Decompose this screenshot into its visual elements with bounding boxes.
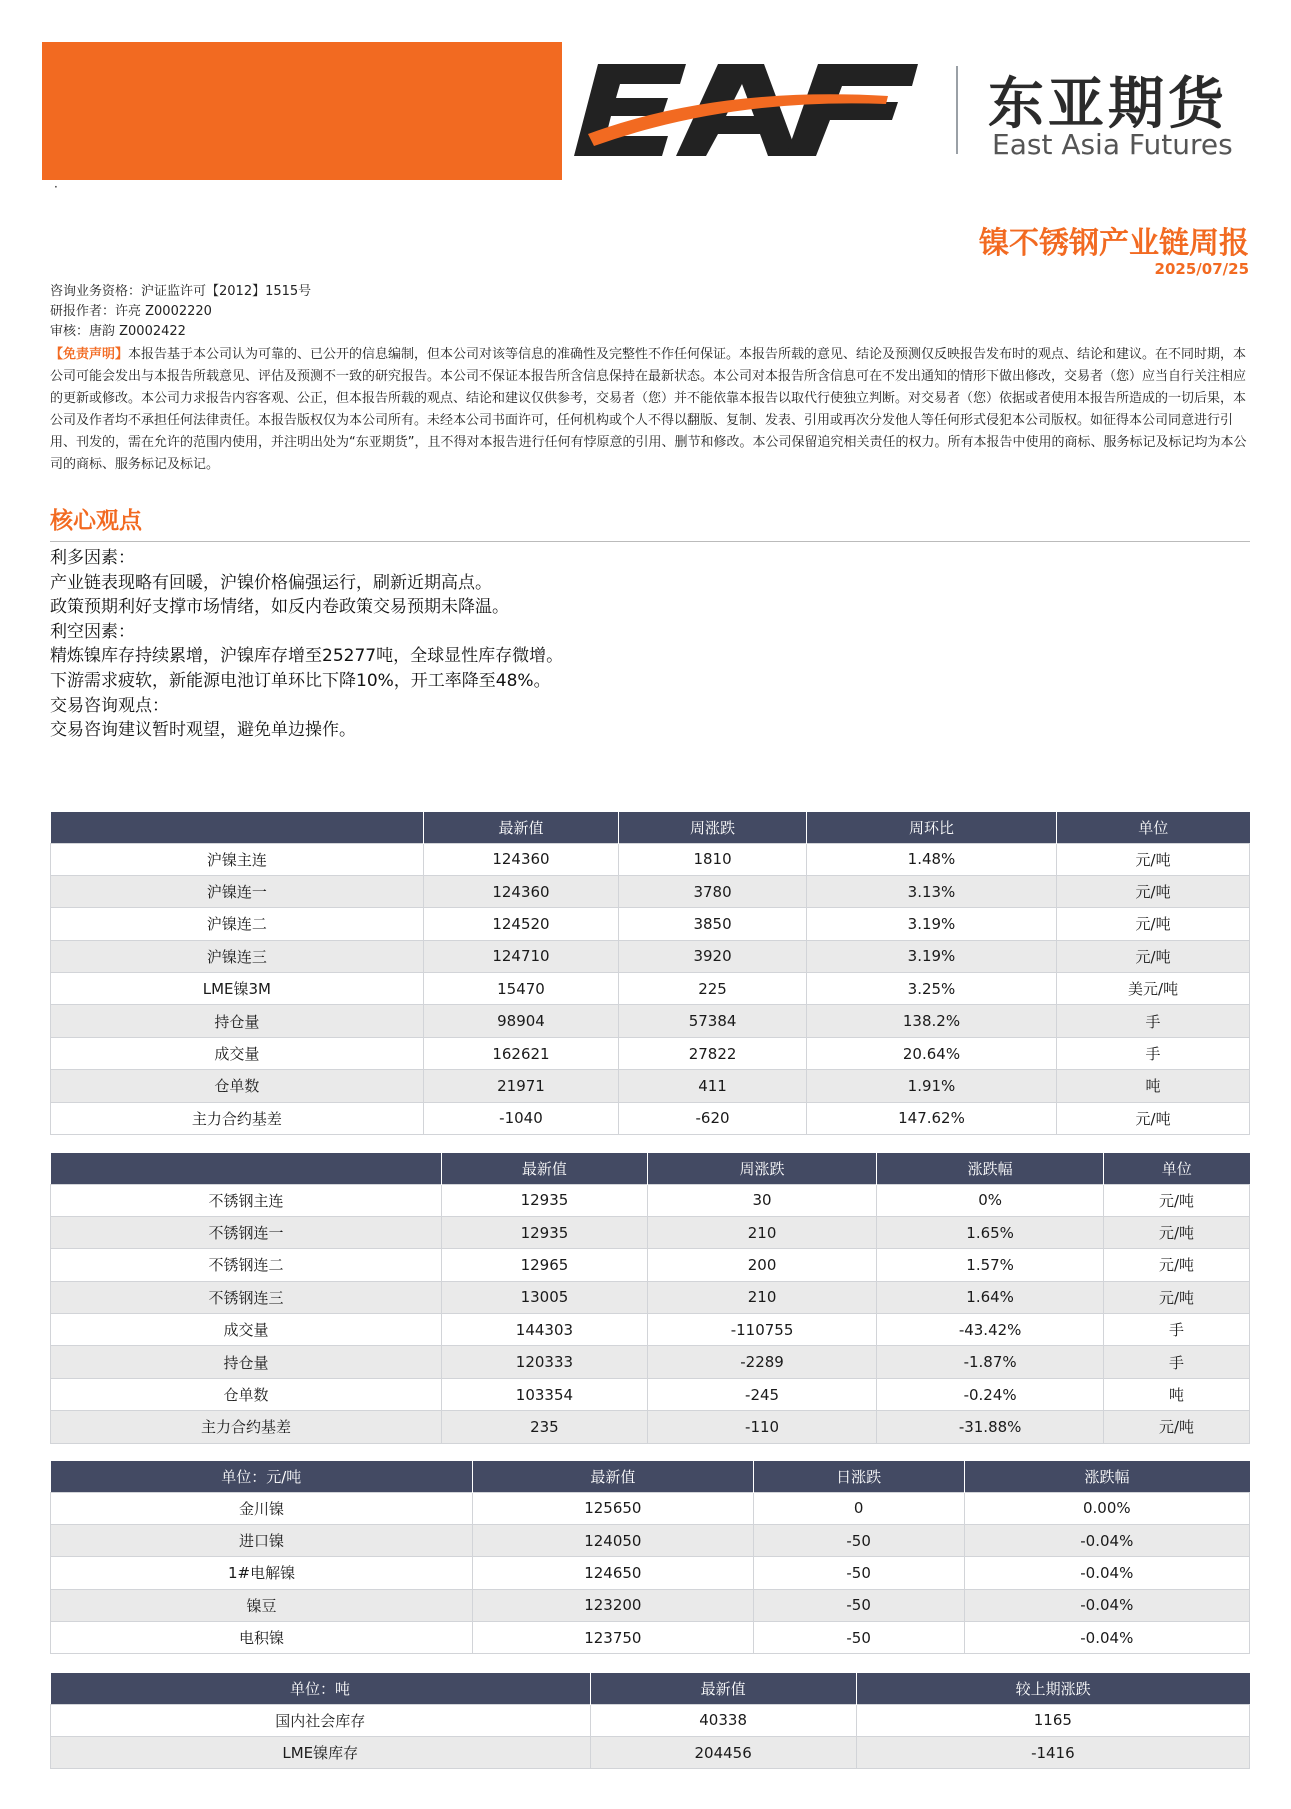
logo-english-name: East Asia Futures (992, 128, 1233, 161)
table-cell: 123200 (473, 1589, 754, 1621)
core-view-title: 核心观点 (50, 508, 142, 534)
table-cell: 元/吨 (1057, 1102, 1250, 1134)
table-cell: -245 (647, 1378, 876, 1410)
table-row (51, 1281, 1250, 1313)
bullet-dot: · (54, 180, 58, 194)
row-label-cell: 国内社会库存 (51, 1704, 591, 1736)
report-title: 镍不锈钢产业链周报 (979, 226, 1249, 261)
table-cell: 138.2% (806, 1005, 1056, 1037)
table-cell: -31.88% (877, 1411, 1104, 1443)
table-row (51, 1184, 1250, 1216)
table-cell: -2289 (647, 1346, 876, 1378)
table-row (51, 940, 1250, 972)
table-cell: -620 (619, 1102, 807, 1134)
row-label-cell: 仓单数 (51, 1070, 424, 1102)
table-cell: 1.48% (806, 843, 1056, 875)
column-header: 单位 (1104, 1153, 1250, 1184)
table-row (51, 1589, 1250, 1621)
table-cell: 12935 (441, 1216, 647, 1248)
table-cell: 13005 (441, 1281, 647, 1313)
table-cell: 1.57% (877, 1249, 1104, 1281)
table-row (51, 973, 1250, 1005)
column-header (51, 1153, 442, 1184)
table-header-row (51, 812, 1250, 843)
table-cell: 1810 (619, 843, 807, 875)
table-cell: 元/吨 (1057, 940, 1250, 972)
table-row (51, 1216, 1250, 1248)
disclaimer-tag: 【免责声明】 (50, 347, 129, 362)
table-cell: 手 (1104, 1314, 1250, 1346)
table-cell: 1165 (856, 1704, 1249, 1736)
report-meta (50, 282, 311, 342)
table-row (51, 1037, 1250, 1069)
core-view-body (50, 546, 1250, 743)
table-cell: -1.87% (877, 1346, 1104, 1378)
column-header: 周涨跌 (647, 1153, 876, 1184)
table-cell: 225 (619, 973, 807, 1005)
table-cell: 1.64% (877, 1281, 1104, 1313)
table-cell: 57384 (619, 1005, 807, 1037)
table-row (51, 1736, 1250, 1768)
row-label-cell: 1#电解镍 (51, 1557, 473, 1589)
table-cell: 103354 (441, 1378, 647, 1410)
row-label-cell: 成交量 (51, 1037, 424, 1069)
table-cell: 144303 (441, 1314, 647, 1346)
table-cell: -50 (753, 1589, 964, 1621)
table-cell: 元/吨 (1057, 908, 1250, 940)
meta-license: 咨询业务资格：沪证监许可【2012】1515号 (50, 284, 312, 299)
nickel-futures-table (50, 812, 1250, 1135)
table-cell: 235 (441, 1411, 647, 1443)
row-label-cell: 成交量 (51, 1314, 442, 1346)
core-line: 交易咨询建议暂时观望，避免单边操作。 (50, 720, 356, 741)
table-cell: 411 (619, 1070, 807, 1102)
table-cell: 210 (647, 1281, 876, 1313)
row-label-cell: 不锈钢连三 (51, 1281, 442, 1313)
table-cell: 元/吨 (1057, 875, 1250, 907)
table-cell: 124360 (423, 875, 618, 907)
table-cell: -1040 (423, 1102, 618, 1134)
table-row (51, 1102, 1250, 1134)
column-header: 日涨跌 (753, 1461, 964, 1492)
table-cell: -110 (647, 1411, 876, 1443)
table-cell: 1.65% (877, 1216, 1104, 1248)
table-cell: 吨 (1057, 1070, 1250, 1102)
table-cell: 120333 (441, 1346, 647, 1378)
core-line: 下游需求疲软，新能源电池订单环比下降10%，开工率降至48%。 (50, 670, 551, 691)
column-header: 周涨跌 (619, 812, 807, 843)
eaf-logo-mark (568, 56, 928, 166)
column-header: 单位：元/吨 (51, 1461, 473, 1492)
table-cell: 手 (1057, 1037, 1250, 1069)
row-label-cell: 沪镍连一 (51, 875, 424, 907)
spot-nickel-table (50, 1461, 1250, 1654)
row-label-cell: 持仓量 (51, 1346, 442, 1378)
table-cell: 40338 (590, 1704, 856, 1736)
table-cell: 元/吨 (1057, 843, 1250, 875)
column-header: 涨跌幅 (964, 1461, 1249, 1492)
table-cell: 3780 (619, 875, 807, 907)
disclaimer (50, 344, 1250, 476)
table-cell: -50 (753, 1557, 964, 1589)
row-label-cell: 不锈钢连一 (51, 1216, 442, 1248)
row-label-cell: 沪镍主连 (51, 843, 424, 875)
table-cell: -43.42% (877, 1314, 1104, 1346)
table-row (51, 1622, 1250, 1654)
table-cell: -0.04% (964, 1557, 1249, 1589)
row-label-cell: 主力合约基差 (51, 1411, 442, 1443)
table-cell: -110755 (647, 1314, 876, 1346)
column-header: 最新值 (423, 812, 618, 843)
table-cell: 21971 (423, 1070, 618, 1102)
table-cell: 3.13% (806, 875, 1056, 907)
column-header (51, 812, 424, 843)
column-header: 单位：吨 (51, 1673, 591, 1704)
report-date: 2025/07/25 (1154, 260, 1249, 278)
row-label-cell: 进口镍 (51, 1524, 473, 1556)
table-cell: -50 (753, 1622, 964, 1654)
table-cell: 20.64% (806, 1037, 1056, 1069)
table-row (51, 875, 1250, 907)
row-label-cell: LME镍库存 (51, 1736, 591, 1768)
column-header: 最新值 (473, 1461, 754, 1492)
row-label-cell: 主力合约基差 (51, 1102, 424, 1134)
core-line: 政策预期利好支撑市场情绪，如反内卷政策交易预期未降温。 (50, 597, 509, 618)
core-line: 利空因素： (50, 621, 135, 642)
table-cell: 124520 (423, 908, 618, 940)
table-cell: 3.19% (806, 908, 1056, 940)
table-cell: 元/吨 (1104, 1249, 1250, 1281)
table-cell: 147.62% (806, 1102, 1056, 1134)
table-cell: 124710 (423, 940, 618, 972)
table-cell: 0% (877, 1184, 1104, 1216)
table-cell: 204456 (590, 1736, 856, 1768)
stainless-futures-table (50, 1153, 1250, 1444)
table-cell: 124360 (423, 843, 618, 875)
table-row (51, 1314, 1250, 1346)
table-header-row (51, 1461, 1250, 1492)
table-cell: 元/吨 (1104, 1411, 1250, 1443)
table-cell: 元/吨 (1104, 1281, 1250, 1313)
table-cell: -50 (753, 1524, 964, 1556)
inventory-table (50, 1673, 1250, 1769)
table-row (51, 1005, 1250, 1037)
table-cell: 12965 (441, 1249, 647, 1281)
table-cell: 3.19% (806, 940, 1056, 972)
table-cell: 3.25% (806, 973, 1056, 1005)
column-header: 周环比 (806, 812, 1056, 843)
disclaimer-text: 本报告基于本公司认为可靠的、已公开的信息编制，但本公司对该等信息的准确性及完整性不作任何保证。本报告所载的意见、结论及预测仅反映报告发布时的观点、结论和建议。在不同时期，本公司可能会发出与本报告所载意见、评估及预测不一致的研究报告。本公司不保证本报告所含信息保持在最新状态。本公司对本报告所含信息可在不发出通知的情形下做出修改，交易者（您）应当自行关注相应的更新或修改。本公司力求报告内容客观、公正，但本报告所载的观点、结论和建议仅供参考，交易者（您）并不能依靠本报告以取代行使独立判断。对交易者（您）依据或者使用本报告所造成的一切后果，本公司及作者均不承担任何法律责任。本报告版权仅为本公司所有。未经本公司书面许可，任何机构或个人不得以翻版、复制、发表、引用或再次分发他人等任何形式侵犯本公司版权。如征得本公司同意进行引用、刊发的，需在允许的范围内使用，并注明出处为“东亚期货”，且不得对本报告进行任何有悖原意的引用、删节和修改。本公司保留追究相关责任的权力。所有本报告中使用的商标、服务标记及标记均为本公司的商标、服务标记及标记。 (50, 347, 1247, 472)
logo-divider (956, 66, 958, 154)
table-cell: 0 (753, 1492, 964, 1524)
table-cell: 30 (647, 1184, 876, 1216)
row-label-cell: 电积镍 (51, 1622, 473, 1654)
table-cell: -0.04% (964, 1524, 1249, 1556)
column-header: 单位 (1057, 812, 1250, 843)
table-cell: 3850 (619, 908, 807, 940)
row-label-cell: 持仓量 (51, 1005, 424, 1037)
table-row (51, 1524, 1250, 1556)
table-cell: 124650 (473, 1557, 754, 1589)
core-line: 精炼镍库存持续累增，沪镍库存增至25277吨，全球显性库存微增。 (50, 646, 564, 667)
table-row (51, 1557, 1250, 1589)
table-cell: -0.04% (964, 1622, 1249, 1654)
core-line: 交易咨询观点： (50, 695, 169, 716)
table-cell: -0.24% (877, 1378, 1104, 1410)
meta-author: 研报作者：许亮 Z0002220 (50, 304, 212, 319)
table-cell: 1.91% (806, 1070, 1056, 1102)
column-header: 最新值 (590, 1673, 856, 1704)
row-label-cell: 沪镍连二 (51, 908, 424, 940)
table-cell: -0.04% (964, 1589, 1249, 1621)
core-line: 利多因素： (50, 548, 135, 568)
row-label-cell: 沪镍连三 (51, 940, 424, 972)
table-cell: 27822 (619, 1037, 807, 1069)
table-row (51, 1070, 1250, 1102)
table-header-row (51, 1153, 1250, 1184)
table-cell: 162621 (423, 1037, 618, 1069)
table-cell: 0.00% (964, 1492, 1249, 1524)
row-label-cell: 镍豆 (51, 1589, 473, 1621)
table-cell: 98904 (423, 1005, 618, 1037)
company-logo (568, 56, 1268, 166)
table-cell: 200 (647, 1249, 876, 1281)
table-row (51, 1704, 1250, 1736)
core-line: 产业链表现略有回暖，沪镍价格偏强运行，刷新近期高点。 (50, 572, 492, 593)
row-label-cell: 不锈钢连二 (51, 1249, 442, 1281)
table-cell: 125650 (473, 1492, 754, 1524)
row-label-cell: LME镍3M (51, 973, 424, 1005)
column-header: 涨跌幅 (877, 1153, 1104, 1184)
table-cell: 手 (1104, 1346, 1250, 1378)
row-label-cell: 仓单数 (51, 1378, 442, 1410)
table-row (51, 843, 1250, 875)
header-orange-banner (42, 42, 562, 180)
table-cell: 元/吨 (1104, 1184, 1250, 1216)
table-row (51, 1249, 1250, 1281)
table-row (51, 1346, 1250, 1378)
table-row (51, 908, 1250, 940)
column-header: 最新值 (441, 1153, 647, 1184)
table-cell: 元/吨 (1104, 1216, 1250, 1248)
table-row (51, 1378, 1250, 1410)
table-header-row (51, 1673, 1250, 1704)
meta-reviewer: 审核：唐韵 Z0002422 (50, 324, 186, 339)
core-view-divider (50, 541, 1250, 542)
logo-chinese-name: 东亚期货 (988, 72, 1228, 137)
row-label-cell: 不锈钢主连 (51, 1184, 442, 1216)
table-cell: 210 (647, 1216, 876, 1248)
table-cell: -1416 (856, 1736, 1249, 1768)
table-cell: 15470 (423, 973, 618, 1005)
row-label-cell: 金川镍 (51, 1492, 473, 1524)
table-row (51, 1492, 1250, 1524)
table-cell: 12935 (441, 1184, 647, 1216)
table-cell: 手 (1057, 1005, 1250, 1037)
table-cell: 吨 (1104, 1378, 1250, 1410)
table-cell: 124050 (473, 1524, 754, 1556)
table-cell: 美元/吨 (1057, 973, 1250, 1005)
column-header: 较上期涨跌 (856, 1673, 1249, 1704)
table-row (51, 1411, 1250, 1443)
table-cell: 3920 (619, 940, 807, 972)
table-cell: 123750 (473, 1622, 754, 1654)
